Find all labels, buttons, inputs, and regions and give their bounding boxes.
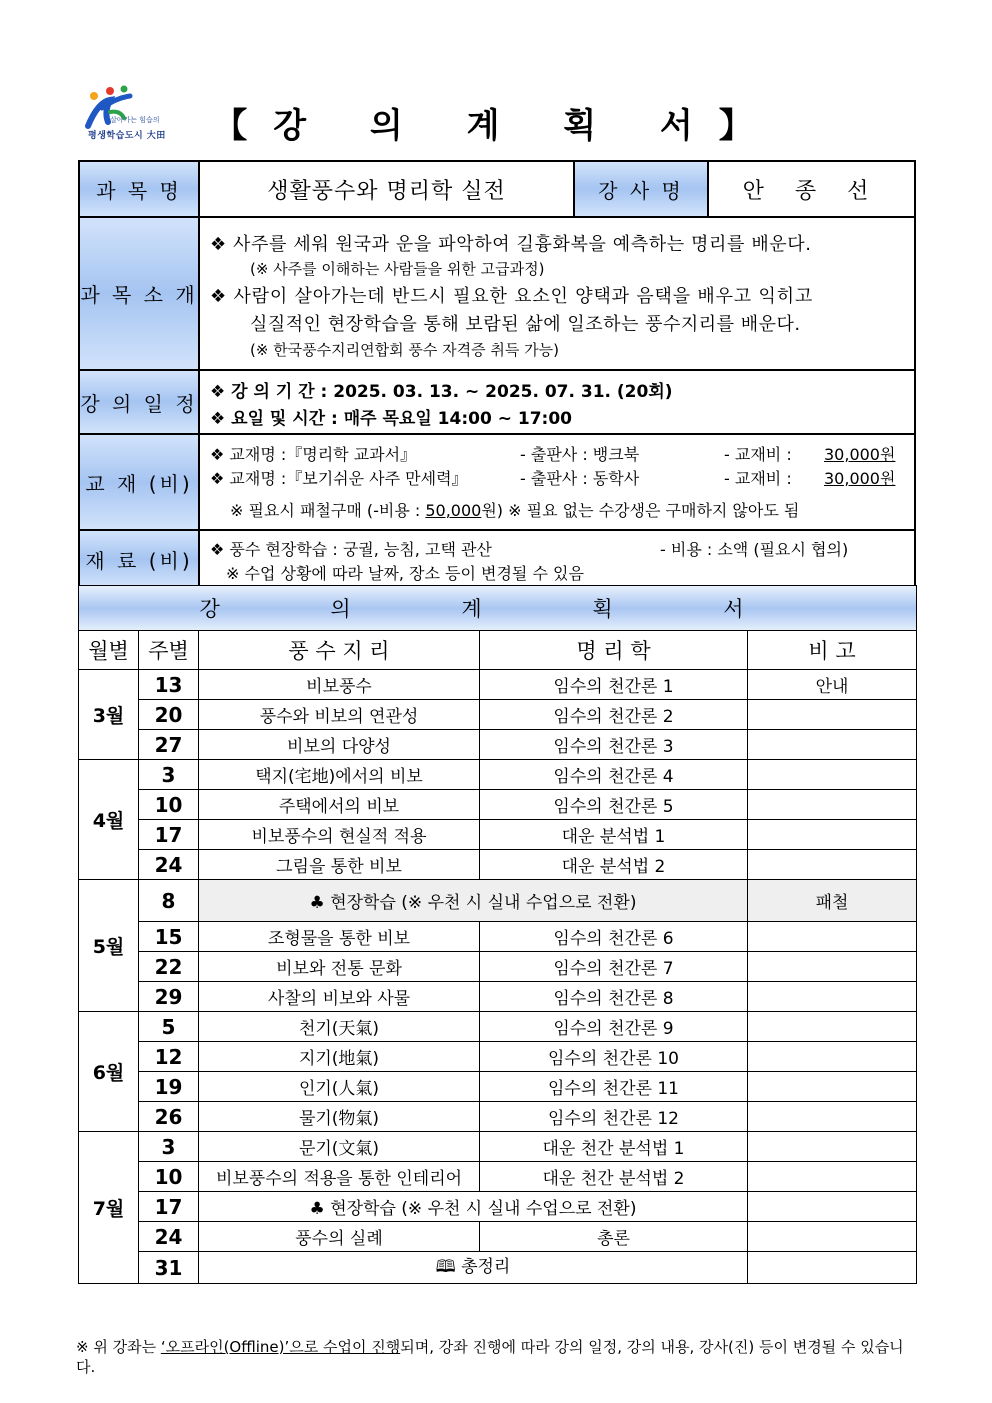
header-note: 비 고	[748, 631, 917, 670]
material-note: ※ 수업 상황에 따라 날짜, 장소 등이 변경될 수 있음	[226, 564, 584, 583]
week-cell: 29	[139, 982, 199, 1012]
note-cell	[748, 790, 917, 820]
myeongri-cell: 임수의 천간론 10	[480, 1042, 748, 1072]
week-cell: 24	[139, 850, 199, 880]
fengshui-cell: 풍수의 실례	[199, 1222, 480, 1252]
week-cell: 31	[139, 1252, 199, 1284]
note-cell	[748, 820, 917, 850]
week-cell: 10	[139, 790, 199, 820]
table-row	[79, 1012, 917, 1042]
header-week: 주별	[139, 631, 199, 670]
note-cell: 패철	[748, 880, 917, 922]
book-2-name: ❖ 교재명 :『보기쉬운 사주 만세력』	[210, 469, 468, 488]
month-cell: 3월	[79, 670, 139, 760]
course-intro	[199, 217, 915, 370]
book-1-fee: 30,000원	[824, 445, 896, 464]
book-2-publisher: - 출판사 : 동학사	[520, 469, 640, 488]
week-cell: 15	[139, 922, 199, 952]
header-fengshui: 풍 수 지 리	[199, 631, 480, 670]
textbook-info	[199, 434, 915, 530]
fengshui-cell: 조형물을 통한 비보	[199, 922, 480, 952]
material-cost: - 비용 : 소액 (필요시 협의)	[660, 540, 849, 559]
table-row	[79, 820, 917, 850]
myeongri-cell: 대운 분석법 1	[480, 820, 748, 850]
week-cell: 10	[139, 1162, 199, 1192]
note-cell	[748, 1072, 917, 1102]
footer-note: ※ 위 강좌는 ‘오프라인(Offline)’으로 수업이 진행되며, 강좌 진행에 따라 강의 일정, 강의 내용, 강사(진) 등이 변경될 수 있습니다.	[76, 1338, 904, 1376]
week-cell: 20	[139, 700, 199, 730]
myeongri-cell: 임수의 천간론 8	[480, 982, 748, 1012]
table-row	[79, 850, 917, 880]
table-row	[79, 922, 917, 952]
material-label: 재 료 (비)	[79, 530, 199, 588]
table-row	[79, 1222, 917, 1252]
table-row	[79, 982, 917, 1012]
fengshui-cell: 주택에서의 비보	[199, 790, 480, 820]
book-1-fee-label: - 교재비 :	[724, 445, 792, 464]
note-cell: 안내	[748, 670, 917, 700]
fengshui-cell: 천기(天氣)	[199, 1012, 480, 1042]
month-cell: 6월	[79, 1012, 139, 1132]
week-cell: 17	[139, 1192, 199, 1222]
table-row	[79, 880, 917, 922]
schedule-banner: 강 의 계 획 서	[79, 586, 917, 631]
logo-tagline: 살아가는 힘습의	[110, 116, 160, 124]
schedule-info	[199, 370, 915, 434]
note-cell	[748, 850, 917, 880]
intro-line-1: ❖ 사주를 세워 원국과 운을 파악하여 길흉화복을 예측하는 명리를 배운다.	[210, 234, 812, 255]
note-cell	[748, 952, 917, 982]
table-row	[79, 1102, 917, 1132]
lecture-schedule-table	[78, 585, 917, 1284]
intro-line-2: ❖ 사람이 살아가는데 반드시 필요한 요소인 양택과 음택을 배우고 익히고	[210, 286, 814, 307]
book-2-fee-label: - 교재비 :	[724, 469, 792, 488]
myeongri-cell: 총론	[480, 1222, 748, 1252]
fengshui-cell: 비보와 전통 문화	[199, 952, 480, 982]
note-cell	[748, 1102, 917, 1132]
myeongri-cell: 임수의 천간론 7	[480, 952, 748, 982]
course-name-label: 과 목 명	[79, 161, 199, 217]
table-row	[79, 760, 917, 790]
week-cell: 13	[139, 670, 199, 700]
instructor-name: 안 종 선	[708, 161, 915, 217]
myeongri-cell: 임수의 천간론 4	[480, 760, 748, 790]
table-row	[79, 1192, 917, 1222]
table-row	[79, 790, 917, 820]
week-cell: 26	[139, 1102, 199, 1132]
week-cell: 17	[139, 820, 199, 850]
week-cell: 3	[139, 1132, 199, 1162]
table-row	[79, 1132, 917, 1162]
intro-note-1: (※ 사주를 이해하는 사람들을 위한 고급과정)	[250, 260, 545, 278]
myeongri-cell: 임수의 천간론 6	[480, 922, 748, 952]
note-cell	[748, 1192, 917, 1222]
textbook-label: 교 재 (비)	[79, 434, 199, 530]
fengshui-cell: 비보풍수의 적용을 통한 인테리어	[199, 1162, 480, 1192]
note-cell	[748, 700, 917, 730]
fengshui-cell: 택지(宅地)에서의 비보	[199, 760, 480, 790]
material-line: ❖ 풍수 현장학습 : 궁궐, 능침, 고택 관산	[210, 540, 492, 559]
week-cell: 12	[139, 1042, 199, 1072]
page-title: 【강 의 계 획 서】	[213, 106, 779, 146]
note-cell	[748, 922, 917, 952]
course-intro-label: 과 목 소 개	[79, 217, 199, 370]
table-row	[79, 1162, 917, 1192]
instructor-label: 강 사 명	[574, 161, 708, 217]
note-cell	[748, 730, 917, 760]
fengshui-cell: 비보풍수의 현실적 적용	[199, 820, 480, 850]
merged-activity-cell: ♣ 현장학습 (※ 우천 시 실내 수업으로 전환)	[199, 1192, 748, 1222]
table-row	[79, 730, 917, 760]
myeongri-cell: 임수의 천간론 5	[480, 790, 748, 820]
note-cell	[748, 982, 917, 1012]
note-cell	[748, 1132, 917, 1162]
month-cell: 5월	[79, 880, 139, 1012]
note-cell	[748, 760, 917, 790]
merged-activity-cell: 🕮 총정리	[199, 1252, 748, 1284]
fengshui-cell: 사찰의 비보와 사물	[199, 982, 480, 1012]
fengshui-cell: 인기(人氣)	[199, 1072, 480, 1102]
myeongri-cell: 임수의 천간론 2	[480, 700, 748, 730]
myeongri-cell: 임수의 천간론 9	[480, 1012, 748, 1042]
schedule-label: 강 의 일 정	[79, 370, 199, 434]
fengshui-cell: 그림을 통한 비보	[199, 850, 480, 880]
fengshui-cell: 풍수와 비보의 연관성	[199, 700, 480, 730]
myeongri-cell: 임수의 천간론 3	[480, 730, 748, 760]
myeongri-cell: 대운 천간 분석법 2	[480, 1162, 748, 1192]
fengshui-cell: 비보풍수	[199, 670, 480, 700]
month-cell: 4월	[79, 760, 139, 880]
table-row	[79, 670, 917, 700]
week-cell: 22	[139, 952, 199, 982]
table-row	[79, 1072, 917, 1102]
note-cell	[748, 1252, 917, 1284]
table-row	[79, 700, 917, 730]
material-info	[199, 530, 915, 588]
week-cell: 5	[139, 1012, 199, 1042]
note-cell	[748, 1042, 917, 1072]
week-cell: 19	[139, 1072, 199, 1102]
schedule-time: ❖ 요일 및 시간 : 매주 목요일 14:00 ~ 17:00	[210, 409, 572, 429]
header-myeongri: 명 리 학	[480, 631, 748, 670]
week-cell: 8	[139, 880, 199, 922]
fengshui-cell: 문기(文氣)	[199, 1132, 480, 1162]
book-2-fee: 30,000원	[824, 469, 896, 488]
myeongri-cell: 대운 분석법 2	[480, 850, 748, 880]
course-info-table	[78, 160, 916, 589]
intro-line-3: 실질적인 현장학습을 통해 보람된 삶에 일조하는 풍수지리를 배운다.	[250, 314, 801, 335]
note-cell	[748, 1222, 917, 1252]
table-row	[79, 952, 917, 982]
week-cell: 3	[139, 760, 199, 790]
myeongri-cell: 임수의 천간론 12	[480, 1102, 748, 1132]
week-cell: 24	[139, 1222, 199, 1252]
merged-activity-cell: ♣ 현장학습 (※ 우천 시 실내 수업으로 전환)	[199, 880, 748, 922]
month-cell: 7월	[79, 1132, 139, 1284]
schedule-period: ❖ 강 의 기 간 : 2025. 03. 13. ~ 2025. 07. 31. (20회)	[210, 382, 673, 402]
table-row	[79, 1252, 917, 1284]
course-name: 생활풍수와 명리학 실전	[199, 161, 574, 217]
note-cell	[748, 1162, 917, 1192]
fengshui-cell: 비보의 다양성	[199, 730, 480, 760]
week-cell: 27	[139, 730, 199, 760]
book-1-publisher: - 출판사 : 뱅크북	[520, 445, 640, 464]
logo-city-name: 평생학습도시 大田	[88, 131, 166, 141]
myeongri-cell: 대운 천간 분석법 1	[480, 1132, 748, 1162]
fengshui-cell: 지기(地氣)	[199, 1042, 480, 1072]
book-note: ※ 필요시 패철구매 (-비용 : 50,000원) ※ 필요 없는 수강생은 구매하지 않아도 됨	[230, 501, 800, 520]
intro-note-2: (※ 한국풍수지리연합회 풍수 자격증 취득 가능)	[250, 341, 559, 359]
note-cell	[748, 1012, 917, 1042]
table-row	[79, 1042, 917, 1072]
book-1-name: ❖ 교재명 :『명리학 교과서』	[210, 445, 417, 464]
fengshui-cell: 물기(物氣)	[199, 1102, 480, 1132]
myeongri-cell: 임수의 천간론 1	[480, 670, 748, 700]
header-month: 월별	[79, 631, 139, 670]
myeongri-cell: 임수의 천간론 11	[480, 1072, 748, 1102]
